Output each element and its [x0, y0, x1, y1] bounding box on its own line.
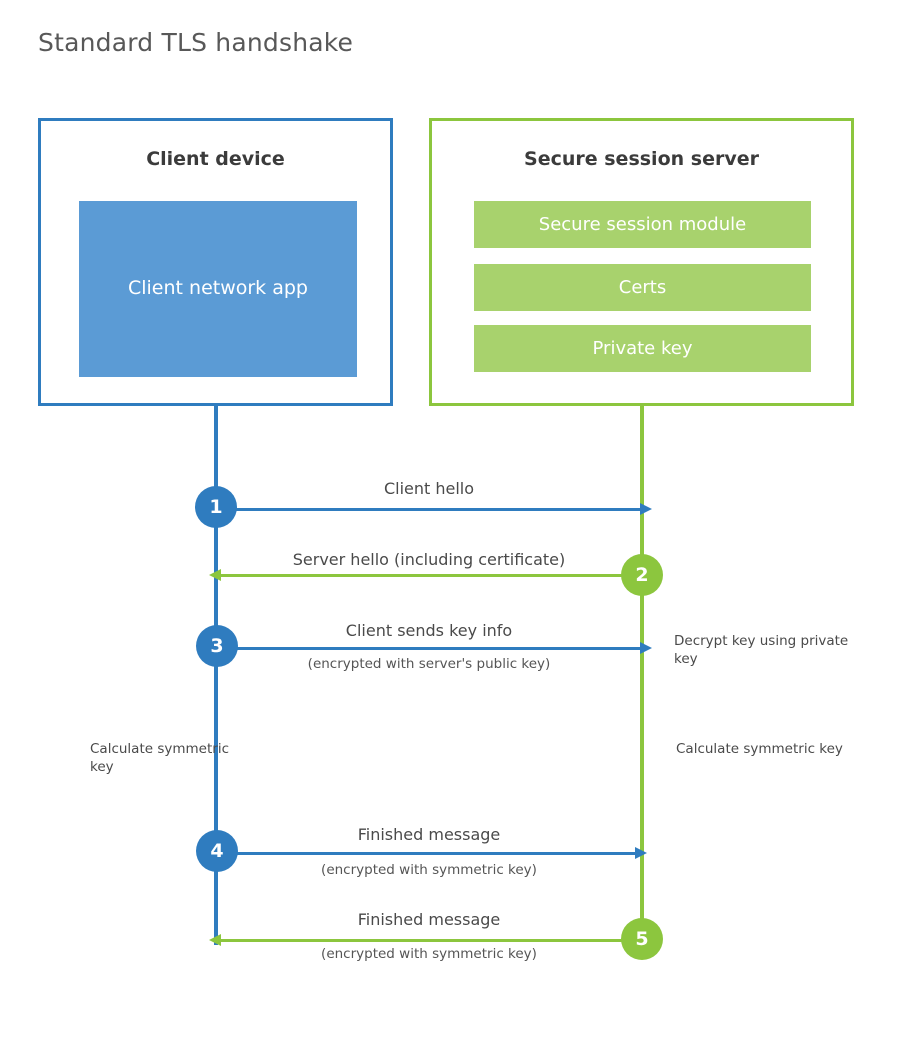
arrow-server-finished [220, 939, 640, 942]
step-marker-1: 1 [195, 486, 237, 528]
client-network-app-block: Client network app [79, 201, 357, 377]
client-device-box [38, 118, 393, 406]
message-label-client-key-info: Client sends key info [345, 621, 513, 640]
message-label-client-finished: Finished message [357, 825, 501, 844]
message-label-server-hello: Server hello (including certificate) [292, 550, 566, 569]
server-component-private-key: Private key [474, 325, 811, 372]
arrow-server-hello [220, 574, 640, 577]
step-marker-3: 3 [196, 625, 238, 667]
message-label-client-hello: Client hello [383, 479, 475, 498]
message-label-server-finished: Finished message [357, 910, 501, 929]
server-component-secure-session-module: Secure session module [474, 201, 811, 248]
step-marker-2: 2 [621, 554, 663, 596]
page-title: Standard TLS handshake [38, 28, 354, 57]
message-sublabel-client-key-info: (encrypted with server's public key) [307, 656, 551, 672]
server-component-certs: Certs [474, 264, 811, 311]
note-decrypt-key: Decrypt key using private key [674, 633, 849, 668]
secure-session-server-title: Secure session server [524, 148, 759, 170]
message-sublabel-client-finished: (encrypted with symmetric key) [321, 862, 537, 878]
arrow-client-key-info [216, 647, 641, 650]
arrow-client-finished [216, 852, 636, 855]
step-marker-5: 5 [621, 918, 663, 960]
client-device-title: Client device [146, 148, 285, 170]
secure-session-server-box [429, 118, 854, 406]
note-server-calculate-symmetric-key: Calculate symmetric key [676, 741, 843, 757]
step-marker-4: 4 [196, 830, 238, 872]
note-client-calculate-symmetric-key: Calculate symmetric key [90, 741, 229, 776]
arrow-client-hello [216, 508, 641, 511]
message-sublabel-server-finished: (encrypted with symmetric key) [321, 946, 537, 962]
server-lifeline [640, 406, 644, 939]
